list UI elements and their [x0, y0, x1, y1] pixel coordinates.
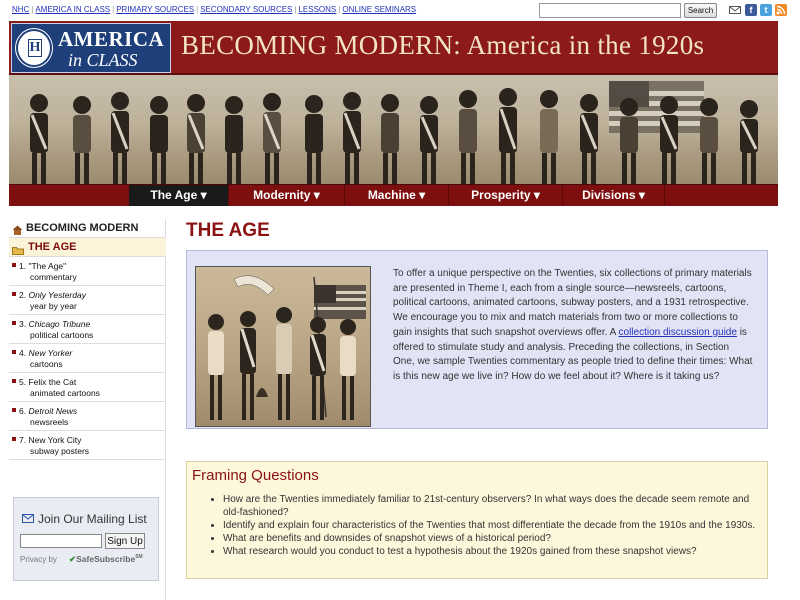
intro-box	[186, 250, 768, 429]
top-link-america-in-class[interactable]: AMERICA IN CLASS	[35, 5, 111, 14]
top-utility-bar	[0, 0, 800, 22]
sidebar-head[interactable]: BECOMING MODERN	[9, 219, 166, 238]
framing-questions-title: Framing Questions	[192, 467, 319, 484]
top-link-lessons[interactable]: LESSONS	[298, 5, 337, 14]
main-nav	[9, 184, 778, 206]
safesubscribe-badge[interactable]: ✔SafeSubscribe℠	[69, 554, 143, 564]
framing-questions-box	[186, 461, 768, 579]
sidebar-item-new-yorker[interactable]: 4. New Yorker cartoons	[9, 344, 166, 373]
national-humanities-center-seal-icon: H	[16, 29, 52, 67]
top-link-primary-sources[interactable]: PRIMARY SOURCES	[116, 5, 195, 14]
collection-discussion-guide-link[interactable]: collection discussion guide	[618, 326, 737, 338]
site-banner	[9, 21, 778, 75]
safesubscribe-check-icon: ✔	[69, 554, 77, 564]
sign-up-button[interactable]: Sign Up	[105, 533, 145, 549]
privacy-label: Privacy by	[20, 555, 57, 564]
sidebar-item-only-yesterday[interactable]: 2. Only Yesterday year by year	[9, 286, 166, 315]
nav-prosperity[interactable]: Prosperity ▾	[449, 185, 563, 206]
mailing-list-title: Join Our Mailing List	[38, 512, 147, 526]
mailing-email-input[interactable]	[20, 534, 102, 548]
intro-text: To offer a unique perspective on the Twenties, six collections of primary materials are presented in Theme I, each from a single source—newsreels, cartoons, political cartoons, animated cartoons, subway posters, and a 1931 retrospective. We encourage you to mix and match materials from two or more collections to gain insights that such snapshot overviews offer. A collection discussion guide is offered to stimulate study and analysis. Preceding the collections, in Section One, we sample Twenties commentary as people tried to define their times: What is this new age we live in? How do we feel about it? Where is it taking us?	[393, 268, 753, 382]
sidebar-item-chicago-tribune[interactable]: 3. Chicago Tribune political cartoons	[9, 315, 166, 344]
intro-photo	[195, 266, 371, 427]
framing-questions-list	[209, 493, 765, 558]
sidebar-item-felix-the-cat[interactable]: 5. Felix the Cat animated cartoons	[9, 373, 166, 402]
page-title: THE AGE	[186, 220, 270, 241]
sidebar-active-item[interactable]: THE AGE	[9, 238, 166, 257]
sidebar-item-the-age-commentary[interactable]: 1. "The Age" commentary	[9, 257, 166, 286]
search-button[interactable]: Search	[684, 3, 717, 18]
top-links: NHC | AMERICA IN CLASS | PRIMARY SOURCES | SECONDARY SOURCES | LESSONS | ONLINE SEMINARS	[12, 5, 417, 14]
nav-divisions[interactable]: Divisions ▾	[563, 185, 665, 206]
search-input[interactable]	[539, 3, 681, 18]
facebook-icon[interactable]: f	[745, 4, 757, 16]
sidebar-item-detroit-news[interactable]: 6. Detroit News newsreels	[9, 402, 166, 431]
banner-title: BECOMING MODERN: America in the 1920s	[181, 30, 705, 60]
list-item: How are the Twenties immediately familiar to 21st-century observers? In what ways does the decade seem remote and old-fashioned?	[209, 493, 765, 519]
top-link-secondary-sources[interactable]: SECONDARY SOURCES	[200, 5, 293, 14]
logo-line1: AMERICA	[58, 27, 165, 51]
top-link-nhc[interactable]: NHC	[12, 5, 30, 14]
list-item: What are benefits and downsides of snapshot views of a historical period?	[209, 532, 765, 545]
nav-the-age[interactable]: The Age ▾	[129, 185, 229, 206]
list-item: Identify and explain four characteristics of the Twenties that most differentiate the decade from the 1910s and the 1930s.	[209, 519, 765, 532]
nav-machine[interactable]: Machine ▾	[345, 185, 449, 206]
rss-icon[interactable]	[775, 4, 787, 16]
twitter-icon[interactable]: t	[760, 4, 772, 16]
logo-line2: in CLASS	[68, 50, 138, 70]
top-link-online-seminars[interactable]: ONLINE SEMINARS	[342, 5, 417, 14]
mailing-list-box	[13, 497, 159, 581]
email-icon[interactable]	[729, 4, 741, 16]
header-photo	[9, 75, 778, 184]
sidebar-item-new-york-city[interactable]: 7. New York City subway posters	[9, 431, 166, 460]
list-item: What research would you conduct to test a hypothesis about the 1920s gained from these snapshot views?	[209, 545, 765, 558]
envelope-icon	[22, 514, 34, 523]
america-in-class-logo[interactable]	[11, 23, 171, 73]
nav-modernity[interactable]: Modernity ▾	[229, 185, 345, 206]
